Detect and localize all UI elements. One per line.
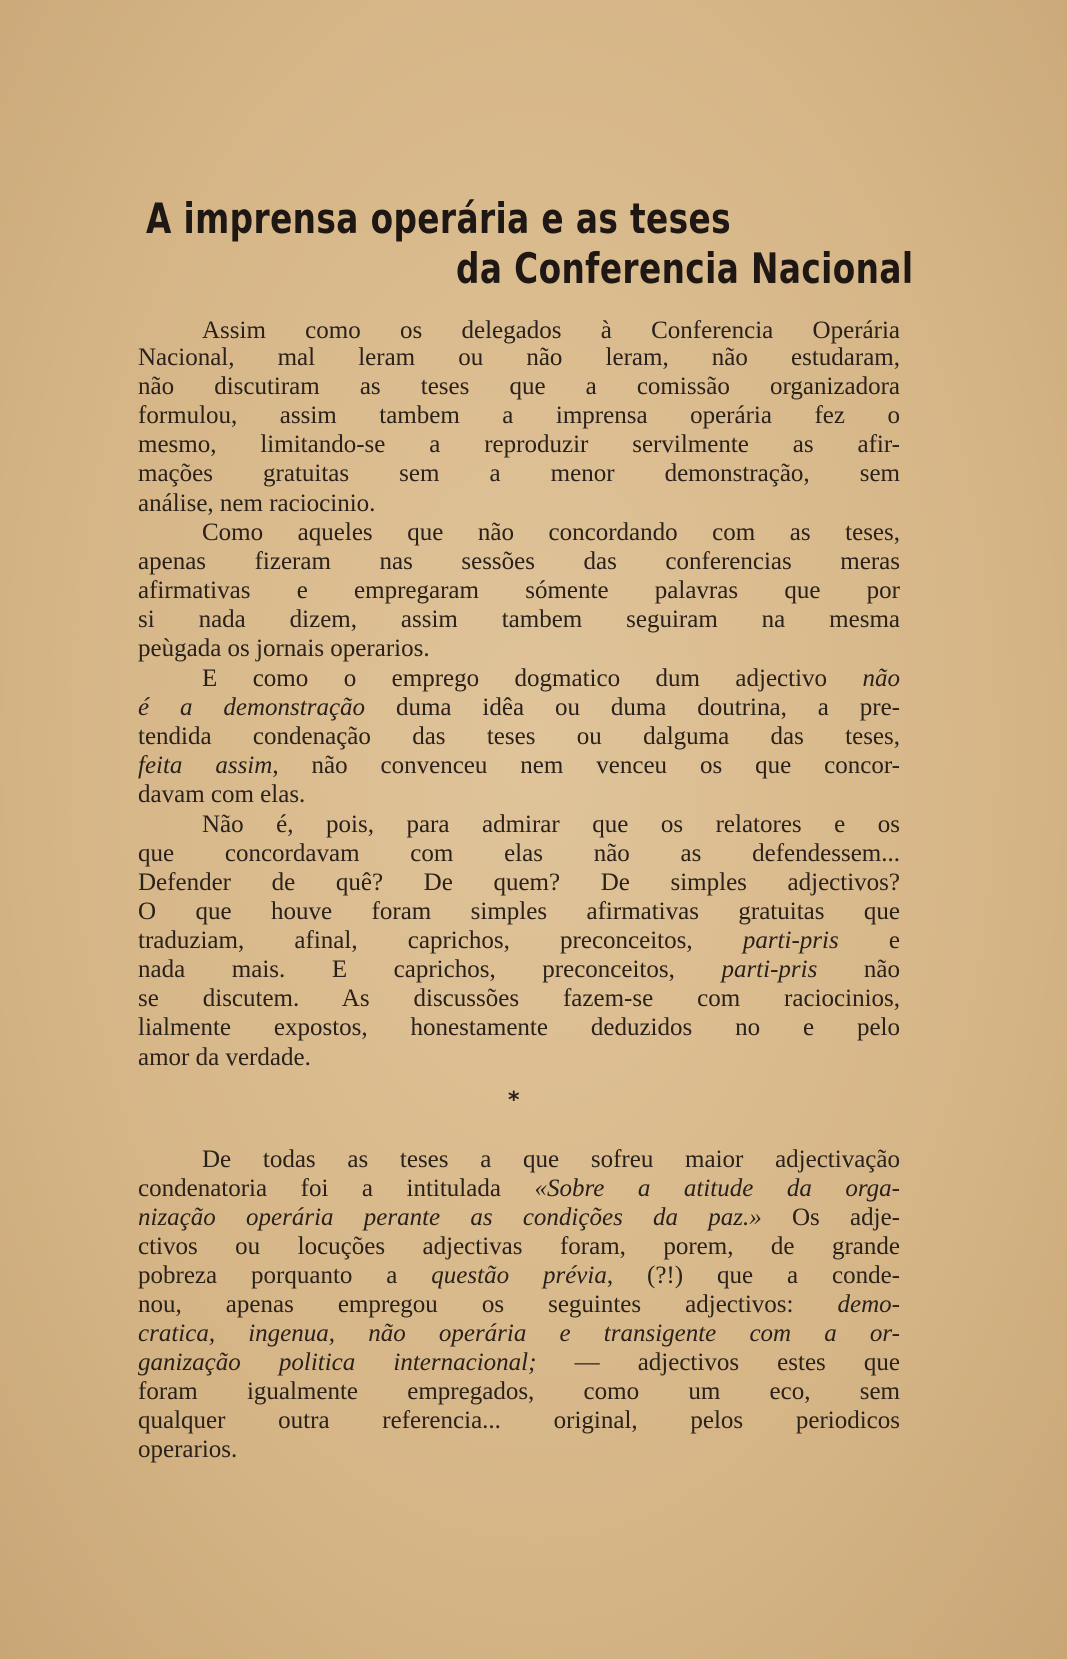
text-line — [138, 693, 900, 722]
text-segment: davam com elas. — [138, 781, 306, 808]
italic-segment: ganização politica internacional; — [138, 1349, 537, 1376]
text-segment: amor da verdade. — [138, 1044, 311, 1071]
text-line — [138, 984, 900, 1013]
text-segment: mações gratuitas sem a menor demonstração, sem — [138, 460, 900, 487]
text-segment: se discutem. As discussões fazem-se com raciocinios, — [138, 985, 900, 1012]
italic-segment: não — [862, 665, 900, 692]
title-line-2: da Conferencia Nacional — [456, 244, 914, 293]
text-segment: , (?!) que a conde- — [606, 1262, 900, 1289]
text-segment: peùgada os jornais operarios. — [138, 635, 430, 662]
text-line — [138, 547, 900, 576]
text-segment: traduziam, afinal, caprichos, preconceitos, — [138, 927, 743, 954]
text-line — [138, 1319, 900, 1348]
text-segment: O que houve foram simples afirmativas gratuitas que — [138, 898, 900, 925]
text-line — [138, 1203, 900, 1232]
text-line — [138, 1174, 900, 1203]
text-segment: afirmativas e empregaram sómente palavras que por — [138, 577, 900, 604]
text-segment: análise, nem raciocinio. — [138, 490, 376, 517]
text-line — [138, 1435, 900, 1464]
text-line — [138, 1406, 900, 1435]
text-segment: apenas fizeram nas sessões das conferencias meras — [138, 548, 900, 575]
text-segment: e — [838, 927, 900, 954]
italic-segment: é a demonstração — [138, 694, 366, 721]
text-line — [138, 489, 900, 518]
text-line — [138, 955, 900, 984]
text-segment: Os adje- — [761, 1204, 900, 1231]
text-line — [138, 1290, 900, 1319]
text-segment: nou, apenas empregou os seguintes adjectivos: — [138, 1291, 838, 1318]
text-line — [138, 780, 900, 809]
text-segment: não — [817, 956, 900, 983]
text-line — [138, 518, 900, 547]
text-line — [138, 372, 900, 401]
text-segment: não discutiram as teses que a comissão organizadora — [138, 373, 900, 400]
text-segment: qualquer outra referencia... original, pelos periodicos — [138, 1407, 900, 1434]
italic-segment: feita assim — [138, 752, 273, 779]
text-segment: tendida condenação das teses ou dalguma das teses, — [138, 723, 900, 750]
italic-segment: cratica, ingenua, não operária e transigente com a or- — [138, 1320, 900, 1347]
text-segment: duma idêa ou duma doutrina, a pre- — [365, 694, 900, 721]
text-segment: operarios. — [138, 1436, 238, 1463]
text-line — [138, 1261, 900, 1290]
section-separator: * — [508, 1088, 520, 1113]
text-line — [138, 810, 900, 839]
text-segment: foram igualmente empregados, como um eco, sem — [138, 1378, 900, 1405]
text-line — [138, 459, 900, 488]
italic-segment: parti-pris — [721, 956, 818, 983]
text-line — [138, 430, 900, 459]
text-segment: ctivos ou locuções adjectivas foram, porem, de grande — [138, 1233, 900, 1260]
text-line — [138, 634, 900, 663]
text-line — [138, 751, 900, 780]
text-line — [138, 1013, 900, 1042]
text-segment: Como aqueles que não concordando com as teses, — [202, 519, 900, 546]
text-segment: formulou, assim tambem a imprensa operária fez o — [138, 402, 900, 429]
italic-segment: nização operária perante as condições da paz.» — [138, 1204, 762, 1231]
text-line — [138, 316, 900, 345]
text-segment: mesmo, limitando-se a reproduzir servilmente as afir- — [138, 431, 900, 458]
text-segment: Não é, pois, para admirar que os relatores e os — [202, 811, 900, 838]
text-line — [138, 1232, 900, 1261]
text-segment: pobreza porquanto a — [138, 1262, 432, 1289]
italic-segment: parti-pris — [742, 927, 839, 954]
italic-segment: «Sobre a atitude da orga- — [534, 1175, 900, 1202]
text-segment: nada mais. E caprichos, preconceitos, — [138, 956, 722, 983]
text-line — [138, 576, 900, 605]
text-line — [138, 1348, 900, 1377]
text-segment: , não convenceu nem venceu os que concor- — [272, 752, 900, 779]
text-segment: lialmente expostos, honestamente deduzidos no e pelo — [138, 1014, 900, 1041]
text-line — [138, 926, 900, 955]
text-segment: Defender de quê? De quem? De simples adjectivos? — [138, 869, 900, 896]
text-segment: De todas as teses a que sofreu maior adjectivação — [202, 1146, 900, 1173]
text-segment: Assim como os delegados à Conferencia Operária — [202, 317, 900, 344]
text-segment: Nacional, mal leram ou não leram, não estudaram, — [138, 344, 900, 371]
text-line — [138, 839, 900, 868]
title-line-1: A imprensa operária e as teses — [146, 194, 732, 243]
text-line — [138, 664, 900, 693]
text-segment: E como o emprego dogmatico dum adjectivo — [202, 665, 863, 692]
text-line — [138, 1043, 900, 1072]
text-segment: que concordavam com elas não as defendessem... — [138, 840, 900, 867]
text-line — [138, 722, 900, 751]
text-line — [138, 401, 900, 430]
text-line — [138, 1145, 900, 1174]
text-line — [138, 868, 900, 897]
text-line — [138, 1377, 900, 1406]
text-line — [138, 343, 900, 372]
text-line — [138, 605, 900, 634]
italic-segment: questão prévia — [431, 1262, 607, 1289]
text-segment: — adjectivos estes que — [536, 1349, 900, 1376]
text-segment: condenatoria foi a intitulada — [138, 1175, 535, 1202]
text-line — [138, 897, 900, 926]
italic-segment: demo- — [837, 1291, 900, 1318]
text-segment: si nada dizem, assim tambem seguiram na mesma — [138, 606, 900, 633]
